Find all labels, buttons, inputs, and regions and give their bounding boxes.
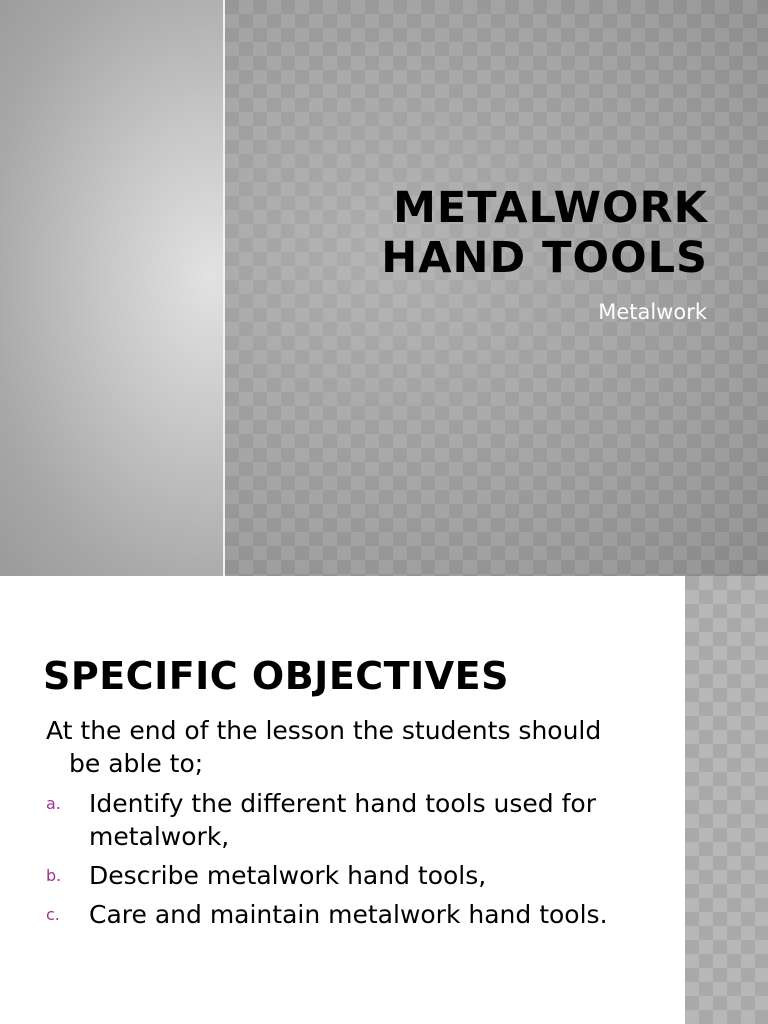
objective-item	[46, 898, 636, 931]
objectives-intro: At the end of the lesson the students should be able to;	[46, 716, 602, 778]
objective-text: Care and maintain metalwork hand tools.	[89, 900, 608, 929]
objective-text: Identify the different hand tools used for metalwork,	[89, 789, 596, 851]
objectives-body	[46, 714, 636, 937]
slide-subtitle: Metalwork	[598, 300, 707, 324]
list-marker: c.	[46, 905, 60, 924]
objectives-heading: SPECIFIC OBJECTIVES	[43, 654, 509, 698]
slide-title-line-2: HAND TOOLS	[381, 233, 708, 283]
list-marker: a.	[46, 794, 61, 813]
slide-title-line-1: METALWORK	[393, 183, 708, 233]
objectives-list	[46, 787, 636, 931]
objective-item	[46, 787, 636, 853]
patterned-side-strip	[685, 576, 768, 1024]
slide-title	[238, 183, 708, 283]
objective-item	[46, 859, 636, 892]
objective-text: Describe metalwork hand tools,	[89, 861, 487, 890]
left-gradient-panel	[0, 0, 223, 576]
objectives-slide	[0, 576, 768, 1024]
list-marker: b.	[46, 866, 62, 885]
patterned-panel	[225, 0, 768, 576]
